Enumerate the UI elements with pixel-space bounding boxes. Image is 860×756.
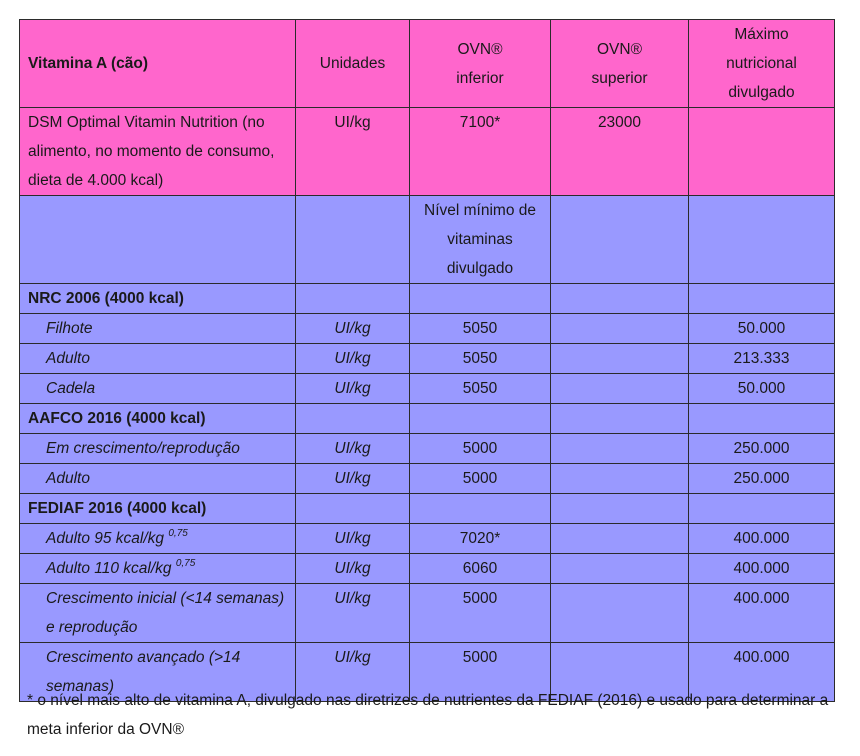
row-label-exponent: 0,75 <box>175 558 196 569</box>
nrc-title: NRC 2006 (4000 kcal) <box>20 284 296 314</box>
table-row <box>20 554 835 584</box>
dsm-name: DSM Optimal Vitamin Nutrition (no alimento, no momento de consumo, dieta de 4.000 kcal) <box>20 108 296 196</box>
row-max: 400.000 <box>689 584 835 643</box>
header-ovn-upper: OVN® superior <box>551 20 689 108</box>
footnote: * o nível mais alto de vitamina A, divulgado nas diretrizes de nutrientes da FEDIAF (2016) e usado para determinar a meta inferior da OVN® <box>27 692 829 738</box>
table-row <box>20 464 835 494</box>
row-max: 213.333 <box>689 344 835 374</box>
table-row <box>20 584 835 643</box>
subheader-empty-1 <box>20 196 296 284</box>
row-label-exponent: 0,75 <box>168 528 188 539</box>
fediaf-section-row <box>20 494 835 524</box>
table-row <box>20 434 835 464</box>
row-max: 400.000 <box>689 643 835 702</box>
row-unit: UI/kg <box>296 584 410 643</box>
row-min: 5000 <box>410 584 551 643</box>
row-min: 5050 <box>410 344 551 374</box>
nrc-section-row <box>20 284 835 314</box>
subheader-min-level: Nível mínimo de vitaminas divulgado <box>410 196 551 284</box>
row-label: Filhote <box>20 314 296 344</box>
row-label: Adulto 110 kcal/kg $^{0,75}$ <box>20 554 296 584</box>
dsm-row <box>20 108 835 196</box>
row-unit: UI/kg <box>296 643 410 702</box>
row-max: 250.000 <box>689 434 835 464</box>
fediaf-title: FEDIAF 2016 (4000 kcal) <box>20 494 296 524</box>
subheader-empty-4 <box>551 196 689 284</box>
subheader-empty-2 <box>296 196 410 284</box>
table-row <box>20 344 835 374</box>
row-unit: UI/kg <box>296 374 410 404</box>
row-unit: UI/kg <box>296 524 410 554</box>
dsm-lower: 7100* <box>410 108 551 196</box>
row-unit: UI/kg <box>296 464 410 494</box>
row-min: 5000 <box>410 434 551 464</box>
table-header-row <box>20 20 835 108</box>
header-units: Unidades <box>296 20 410 108</box>
row-max: 400.000 <box>689 554 835 584</box>
row-min: 5050 <box>410 374 551 404</box>
row-unit: UI/kg <box>296 554 410 584</box>
row-unit: UI/kg <box>296 314 410 344</box>
subheader-row <box>20 196 835 284</box>
row-min: 7020* <box>410 524 551 554</box>
table-row <box>20 374 835 404</box>
row-max: 250.000 <box>689 464 835 494</box>
row-min: 5000 <box>410 464 551 494</box>
row-max: 400.000 <box>689 524 835 554</box>
row-min: 5050 <box>410 314 551 344</box>
row-unit: UI/kg <box>296 434 410 464</box>
row-label: Crescimento avançado (>14 semanas) <box>20 643 296 702</box>
dsm-unit: UI/kg <box>296 108 410 196</box>
aafco-section-row <box>20 404 835 434</box>
row-label: Adulto 95 kcal/kg $^{0,75}$ <box>20 524 296 554</box>
vitamin-a-table <box>19 19 835 702</box>
row-unit: UI/kg <box>296 344 410 374</box>
header-ovn-lower: OVN® inferior <box>410 20 551 108</box>
row-label: Cadela <box>20 374 296 404</box>
dsm-upper: 23000 <box>551 108 689 196</box>
aafco-title: AAFCO 2016 (4000 kcal) <box>20 404 296 434</box>
row-min: 5000 <box>410 643 551 702</box>
subheader-empty-5 <box>689 196 835 284</box>
row-max: 50.000 <box>689 314 835 344</box>
row-label: Adulto <box>20 464 296 494</box>
row-max: 50.000 <box>689 374 835 404</box>
table-row <box>20 314 835 344</box>
table-row <box>20 524 835 554</box>
header-max: Máximo nutricional divulgado <box>689 20 835 108</box>
row-label: Crescimento inicial (<14 semanas) e reprodução <box>20 584 296 643</box>
row-label: Em crescimento/reprodução <box>20 434 296 464</box>
header-vitamin: Vitamina A (cão) <box>20 20 296 108</box>
row-label: Adulto <box>20 344 296 374</box>
dsm-max <box>689 108 835 196</box>
row-min: 6060 <box>410 554 551 584</box>
